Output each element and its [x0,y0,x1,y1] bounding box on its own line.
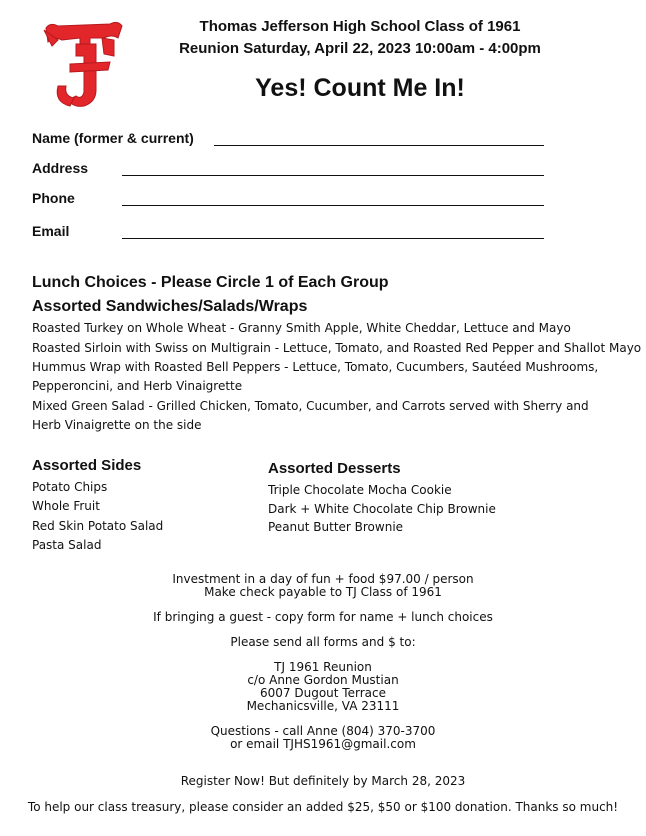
side-item: Whole Fruit [32,499,100,513]
side-item: Potato Chips [32,480,108,494]
lunch-heading: Lunch Choices - Please Circle 1 of Each Group [32,274,389,291]
page-title: Yes! Count Me In! [255,74,465,102]
header-line-1: Thomas Jefferson High School Class of 1961 [199,18,521,35]
investment-text: Investment in a day of fun + food $97.00 / person [172,572,474,586]
side-item: Pasta Salad [32,538,102,552]
lunch-line: Roasted Turkey on Whole Wheat - Granny Smith Apple, White Cheddar, Lettuce and Mayo [32,321,571,335]
phone-label: Phone [32,190,75,206]
side-item: Red Skin Potato Salad [32,519,164,533]
guest-text: If bringing a guest - copy form for name + lunch choices [153,610,493,624]
donation-text: To help our class treasury, please consider an added $25, $50 or $100 donation. Thanks so much! [27,800,619,814]
tj-logo-icon [40,16,126,110]
lunch-line: Pepperoncini, and Herb Vinaigrette [32,379,243,393]
questions-text: Questions - call Anne (804) 370-3700 [210,724,436,738]
email-text: or email TJHS1961@gmail.com [230,737,416,751]
dessert-item: Peanut Butter Brownie [268,520,404,534]
address-label: Address [32,160,89,176]
name-field[interactable] [214,145,544,146]
dessert-item: Triple Chocolate Mocha Cookie [268,483,452,497]
mail-address-line: TJ 1961 Reunion [274,660,372,674]
mail-address-line: c/o Anne Gordon Mustian [247,673,399,687]
header-line-2: Reunion Saturday, April 22, 2023 10:00am - 4:00pm [179,40,541,57]
mail-address-line: 6007 Dugout Terrace [260,686,386,700]
lunch-line: Roasted Sirloin with Swiss on Multigrain - Lettuce, Tomato, and Roasted Red Pepper and Shallot Mayo [32,341,642,355]
phone-field[interactable] [122,205,544,206]
sides-heading: Assorted Sides [32,457,142,474]
send-text: Please send all forms and $ to: [230,635,416,649]
email-field[interactable] [122,238,544,239]
lunch-line: Herb Vinaigrette on the side [32,418,202,432]
check-text: Make check payable to TJ Class of 1961 [204,585,442,599]
sandwich-heading: Assorted Sandwiches/Salads/Wraps [32,298,308,315]
register-text: Register Now! But definitely by March 28, 2023 [180,774,466,788]
mail-address-line: Mechanicsville, VA 23111 [246,699,400,713]
name-label: Name (former & current) [32,130,194,146]
dessert-item: Dark + White Chocolate Chip Brownie [268,502,496,516]
address-field[interactable] [122,175,544,176]
email-label: Email [32,223,70,239]
lunch-line: Mixed Green Salad - Grilled Chicken, Tomato, Cucumber, and Carrots served with Sherry and [32,399,589,413]
desserts-heading: Assorted Desserts [268,460,401,477]
lunch-line: Hummus Wrap with Roasted Bell Peppers - Lettuce, Tomato, Cucumbers, Sautéed Mushrooms, [32,360,599,374]
